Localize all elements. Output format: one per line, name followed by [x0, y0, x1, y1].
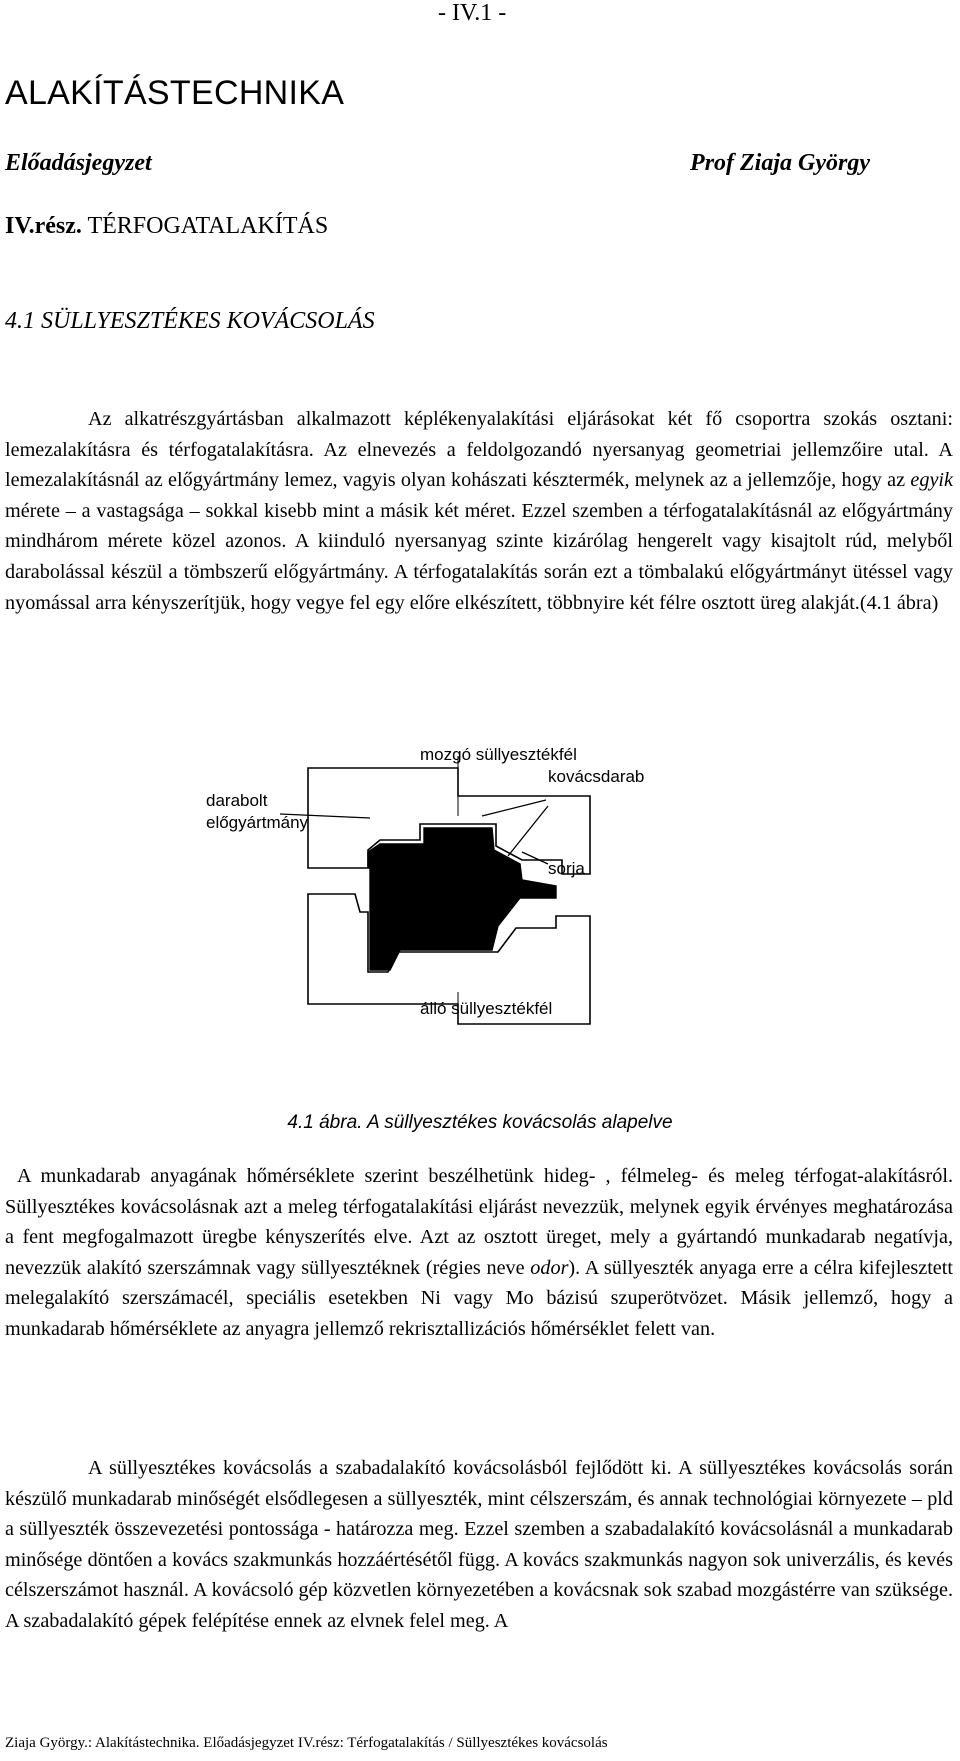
author-name: Prof Ziaja György — [690, 150, 870, 176]
document-title: ALAKÍTÁSTECHNIKA — [5, 74, 345, 112]
comparison-paragraph: A süllyesztékes kovácsolás a szabadalakító kovácsolásból fejlődött ki. A süllyesztékes kovácsolás során készülő munkadarab minőségét elsődlegesen a süllyeszték, mint célszerszám, és annak technológiai környezete – pld a süllyeszték összevezetési pontossága - határozza meg. Ezzel szemben a szabadalakító kovácsolásnál a munkadarab minősége döntően a kovács szakmunkás hozzáértésétől függ. A kovács szakmunkás nagyon sok univerzális, és kevés célszerszámot használ. A kovácsoló gép közvetlen környezetében a kovácsnak sok szabad mozgástérre van szüksége. A szabadalakító gépek felépítése ennek az elvnek felel meg. A — [5, 1457, 953, 1632]
hot-forging-paragraph — [5, 1161, 953, 1345]
page-footer: Ziaja György.: Alakítástechnika. Előadásjegyzet IV.rész: Térfogatalakítás / Süllyesztékes kovácsolás — [5, 1735, 608, 1751]
intro-text-a: Az alkatrészgyártásban alkalmazott képlékenyalakítási eljárásokat két fő csoportra szokás osztani: lemezalakításra és térfogatalakításra. Az elnevezés a feldolgozandó nyersanyag geometriai jellemzőire utal. A lemezalakításnál az előgyártmány lemez, vagyis olyan kohászati késztermék, melynek az a jellemzője, hogy az — [5, 408, 953, 492]
label-lower-die: álló süllyesztékfél — [420, 999, 553, 1018]
label-blank-1: darabolt — [206, 791, 268, 810]
intro-paragraph — [5, 404, 953, 618]
section-heading: 4.1 SÜLLYESZTÉKES KOVÁCSOLÁS — [5, 308, 375, 334]
page-number: - IV.1 - — [438, 0, 507, 26]
part-prefix: IV.rész. — [5, 213, 82, 239]
forging-die-figure — [180, 744, 780, 1104]
intro-text-b: mérete – a vastagsága – sokkal kisebb mint a másik két méret. Ezzel szemben a térfogatalakításnál az előgyártmány mindhárom mérete közel azonos. A kiinduló nyersanyag szinte kizárólag hengerelt vagy kisajtolt rúd, melyből darabolással készül a tömbszerű előgyártmány. A térfogatalakítás során ezt a tömbalakú előgyártmányt ütéssel vagy nyomással arra kényszerítjük, hogy vegye fel egy előre elkészített, többnyire két félre osztott üreg alakját.(4.1 ábra) — [5, 499, 953, 614]
lecture-notes-label: Előadásjegyzet — [5, 150, 152, 176]
part-heading — [5, 213, 328, 240]
label-blank-2: előgyártmány — [206, 813, 309, 832]
p2-text-a: A munkadarab anyagának hőmérséklete szerint beszélhetünk hideg- , félmeleg- és meleg térfogat-alakításról. Süllyesztékes kovácsolásnak azt a meleg térfogatalakítási eljárást nevezzük, melynek egyik érvényes meghatározása a fent megfogalmazott üregbe kényszerítés elve. Azt az osztott üreget, mely a gyártandó munkadarab negatívja, nevezzük alakító szerszámnak vagy süllyesztéknek (régies neve — [5, 1165, 953, 1279]
label-flash: sorja — [548, 859, 585, 878]
label-forging: kovácsdarab — [548, 767, 645, 786]
p2-emphasis: odor — [530, 1256, 569, 1279]
intro-emphasis: egyik — [910, 469, 953, 492]
label-upper-die: mozgó süllyesztékfél — [420, 745, 577, 764]
part-title: TÉRFOGATALAKÍTÁS — [81, 213, 329, 239]
p2-text-b: ). A süllyeszték anyaga erre a célra kifejlesztett melegalakító szerszámacél, speciális esetekben Ni vagy Mo bázisú szuperötvözet. Másik jellemző, hogy a munkadarab hőmérséklete az anyagra jellemző rekrisztallizációs hőmérséklet felett van. — [5, 1256, 953, 1340]
figure-caption: 4.1 ábra. A süllyesztékes kovácsolás alapelve — [287, 1112, 673, 1133]
